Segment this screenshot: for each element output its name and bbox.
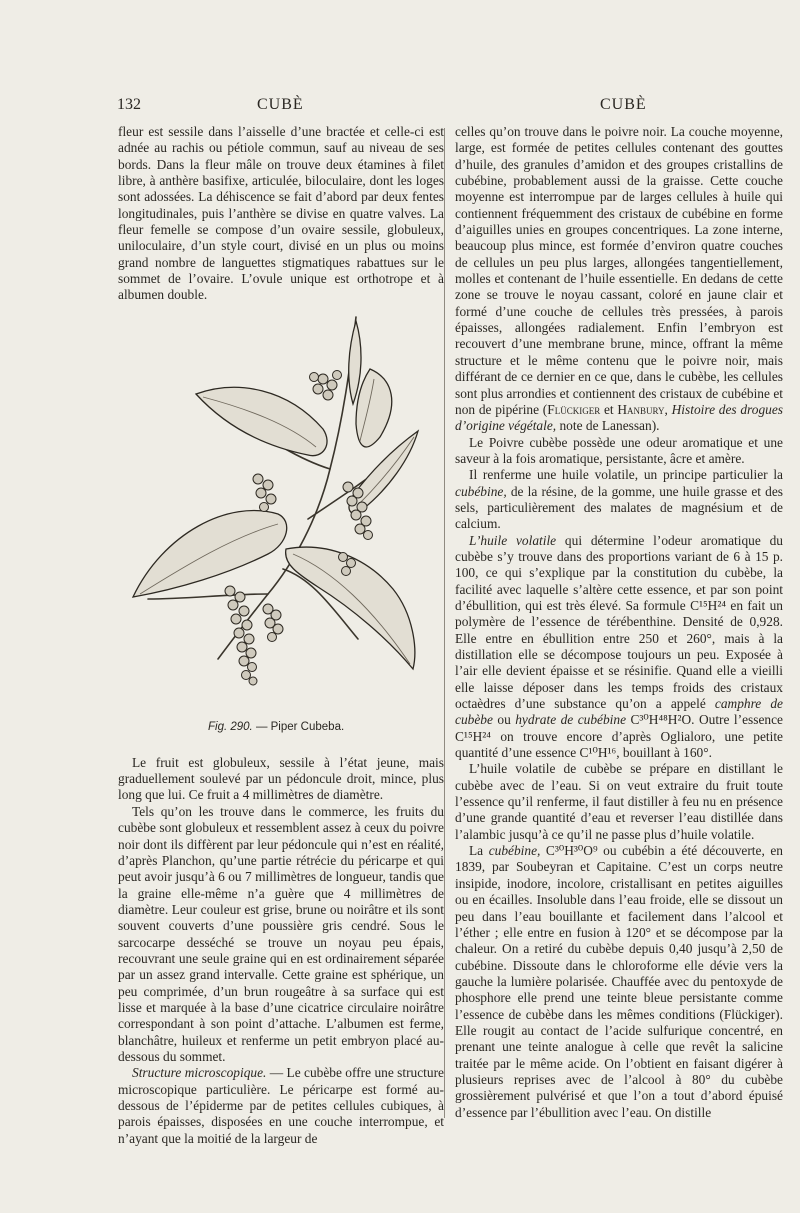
paragraph [455,124,783,435]
leaf [349,431,418,513]
term: hydrate de cubébine [515,712,627,728]
stem [218,317,356,659]
paragraph-text: Il renferme une huile volatile, un principe particulier la [469,467,783,483]
term: cubébine, [488,843,541,859]
berry-cluster [253,474,276,512]
paragraph [455,843,783,1121]
running-head-right: CUBÈ [600,96,647,113]
berry-cluster [225,586,257,685]
berry-cluster [263,604,283,642]
figure-piper-cubeba [118,309,444,747]
leaf [349,321,361,404]
piper-cubeba-illustration [118,309,444,714]
right-column [455,124,783,1121]
paragraph-text: note de Lanessan). [556,418,660,434]
paragraph: L’huile volatile de cubèbe se prépare en distillant le cubèbe avec de l’eau. Si on veut extraire du fruit toute l’essence qu’il renferme, il faut distiller à feu nu en présence d’une grande quantité d’eau et reverser l’eau distillée dans l’alambic jusqu’à ce qu’il ne passe plus d’huile volatile. [455,761,783,842]
paragraph-text: , [664,401,672,417]
paragraph-text: La [469,843,489,859]
column-divider [444,128,445,1118]
paragraph: fleur est sessile dans l’aisselle d’une bractée et celle-ci est adnée au rachis ou pétiole commun, sauf au niveau de ses bords. Dans la fleur mâle on trouve deux étamines à filet libre, à anthère basifixe, articulée, biloculaire, dont les loges sont adossées. La déhiscence se fait d’abord par deux fentes longitudinales, puis l’anthère se divise en quatre valves. La fleur femelle se compose d’un ovaire sessile, globuleux, uniloculaire, d’un style court, divisé en un plus ou moins grand nombre de languettes stigmatiques rabattues sur le sommet de l’ovaire. L’ovule unique est orthotrope et à albumen double. [118,124,444,303]
paragraph-text: de la résine, de la gomme, une huile grasse et des sels, particulièrement des malates de magnésium et de calcium. [455,483,783,532]
term: L’huile volatile [469,532,557,548]
paragraph-text: qui détermine l’odeur aromatique du cubèbe s’y trouve dans des proportions variant de 6 à 15 p. 100, ce qui s’explique par la constitution du cubèbe, la facilité avec laquelle s’altère cette essence, et par son point d’ébullition, qui est très élevé. Sa formule C¹⁵H²⁴ en fait un polymère de l’essence de térébenthine. Densité de 0,928. Elle entre en ébullition entre 250 et 260°, mais à la distillation elle se décompose toujours un peu. Exposée à l’air elle devient épaisse et se résinifie. Quand elle a vieilli elle laisse déposer dans les temps froids des cristaux octaèdres d’une substance qu’on a appelé [455,532,783,712]
paragraph-text: celles qu’on trouve dans le poivre noir. La couche moyenne, large, est formée de petites cellules contenant des gouttes d’huile, des granules d’amidon et des groupes cristallins de cubébine, probablement aussi de la graisse. Cette couche moyenne est interrompue par de larges cellules à huile qui contiennent fréquemment des cristaux de cubébine en forme d’aiguilles unies en groupes concentriques. La zone interne, beaucoup plus mince, est formée d’environ quatre couches de cellules un peu plus larges, allongées tangentiellement, molles et contenant de l’huile essentielle. En dedans de cette zone se trouve le noyau cassant, coloré en jaune clair et formé d’une couche de cellules très pressées, à parois épaisses, allongées radialement. Enfin l’embryon est recouvert d’une membrane brune, mince, offrant la même structure et le même contenu que le poivre noir, mais différant de ce dernier en ce que, dans le cubèbe, les cellules sont plus arrondies et contiennent des cristaux de cubébine et non de pipérine ( [455,124,783,417]
paragraph: Tels qu’on les trouve dans le commerce, les fruits du cubèbe sont globuleux et ressemblent assez à ceux du poivre noir dont ils diffèrent par leur pédoncule qui n’est en réalité, d’après Planchon, qu’une partie rétrécie du péricarpe et qui peut avoir jusqu’à 6 ou 7 millimètres de longueur, tandis que la graine elle-même n’a guère que 4 millimètres de diamètre. Leur couleur est grise, brune ou noirâtre et ils sont souvent couverts d’une poussière gris cendré. Sous le sarcocarpe desséché se trouve un noyau peu épais, recouvrant une seule graine qui en est ordinairement séparée par un assez grand intervalle. Cette graine est sphérique, un peu comprimée, d’un brun rougeâtre à sa surface qui est lisse et marquée à la base d’une cicatrice circulaire noirâtre correspondant à son point d’attache. L’albumen est ferme, blanchâtre, huileux et renferme un petit embryon placé au-dessous du sommet. [118,803,444,1064]
term: cubébine, [455,483,507,499]
paragraph [118,1065,444,1147]
figure-title: — Piper Cubeba. [252,720,345,733]
paragraph-text: et [600,401,618,417]
figure-caption [208,719,344,735]
paragraph-text: ou [492,712,516,728]
page-number: 132 [117,96,141,113]
paragraph: Le fruit est globuleux, sessile à l’état jeune, mais graduellement soulevé par un pédoncule droit, mince, plus long que lui. Ce fruit a 4 millimètres de diamètre. [118,754,444,803]
berry-cluster [310,370,342,400]
figure-number: Fig. 290. [208,720,253,733]
paragraph-text: — Le cubèbe offre une structure microscopique particulière. Le péricarpe est formé au-dessous de l’épiderme par de petites cellules cubiques, à parois épaisses, disposées en une couche interrompue, et n’ayant que la moitié de la largeur de [118,1065,444,1146]
paragraph: Le Poivre cubèbe possède une odeur aromatique et une saveur à la fois aromatique, persistante, âcre et amère. [455,434,783,466]
paragraph-text: C³⁰H⁴⁸H²O. Outre l’essence C¹⁵H²⁴ on trouve encore d’après Oglialoro, une petite quantité d’une essence C¹⁰H¹⁶, bouillant à 160°. [455,712,783,761]
paragraph [455,533,783,762]
book-title: Histoire des drogues d’origine végétale, [455,401,784,434]
author-name: Hanbury [617,401,665,417]
term: camphre de cubèbe [455,696,783,728]
left-column [118,124,444,1147]
page-header [0,96,800,120]
paragraph [455,467,783,532]
running-head-left: CUBÈ [257,96,304,113]
paragraph-text: C³⁰H³⁰O⁹ ou cubébin a été découverte, en 1839, par Soubeyran et Capitaine. C’est un corps neutre insipide, inodore, incolore, cristallisant en petites aiguilles ou en écailles. Insoluble dans l’eau froide, elle se dissout un peu dans l’eau bouillante et facilement dans l’alcool et l’éther ; elle entre en fusion à 120° et se décompose par la chaleur. On a retiré du cubèbe depuis 0,40 jusqu’à 2,50 de cubébine. Dissoute dans le chloroforme elle dévie vers la gauche la lumière polarisée. Chauffée avec du pentoxyde de phosphore elle prend une teinte bleue persistante comme l’essence de cubèbe dans les mêmes conditions (Flückiger). Elle rougit au contact de l’acide sulfurique concentré, en prenant une teinte analogue à celle que revêt la salicine traitée par le même acide. On l’obtient en faisant digérer à plusieurs reprises avec de l’alcool à 80° du cubèbe grossièrement pulvérisé et que l’on a tout d’abord épuisé d’essence par l’ébullition avec l’eau. On distille [455,843,783,1120]
section-heading-inline: Structure microscopique. [132,1065,267,1081]
leaf [196,387,327,455]
author-name: Flückiger [547,401,601,417]
